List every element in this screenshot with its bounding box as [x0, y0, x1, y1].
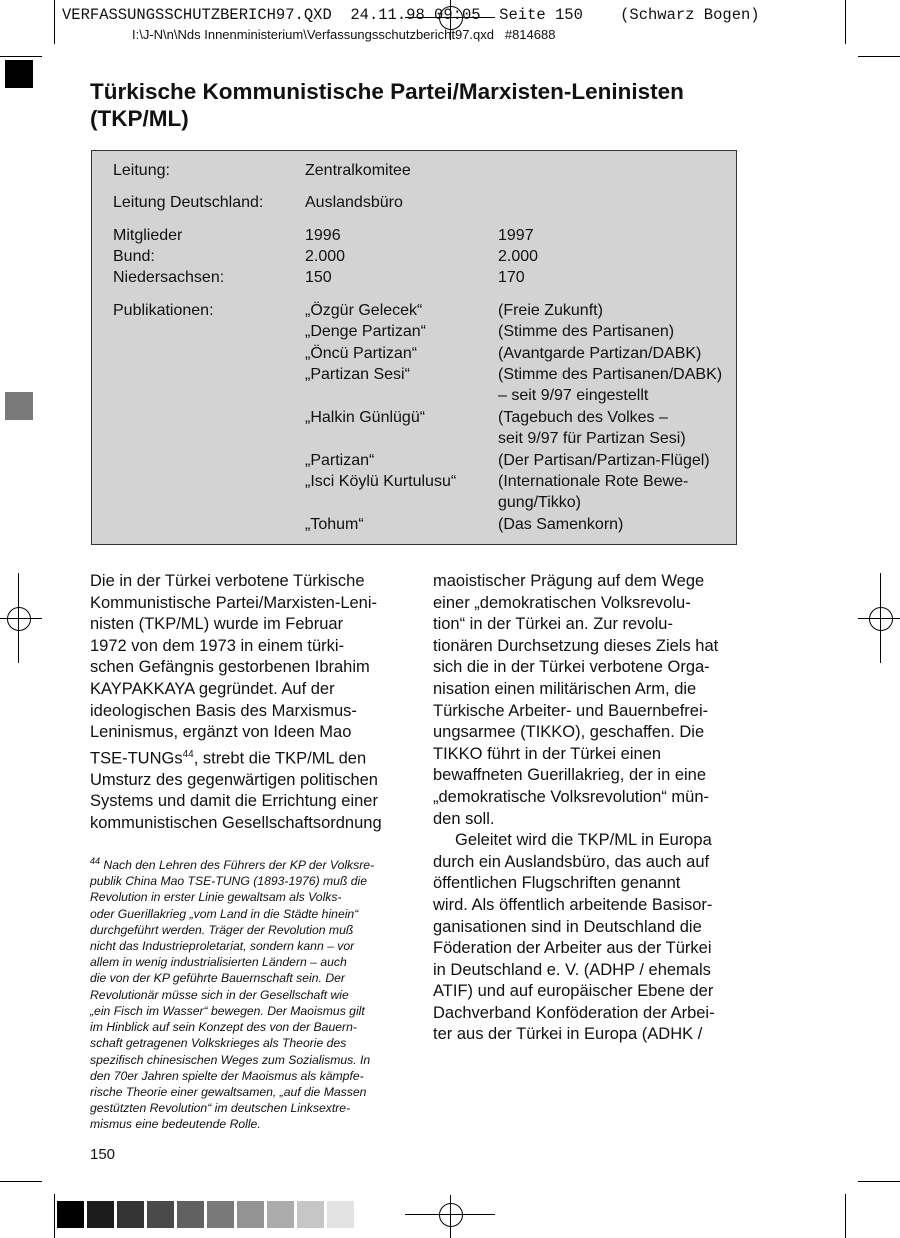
- text-line: tionären Durchsetzung dieses Ziels hat: [433, 636, 719, 655]
- color-swatch: [327, 1201, 354, 1228]
- footnote-line: nicht das Industrieproletariat, sondern kann – vor: [90, 939, 355, 954]
- crop-mark: [54, 1194, 55, 1238]
- leitung-de-label: Leitung Deutschland:: [113, 194, 264, 211]
- bund-1997: 2.000: [498, 248, 539, 265]
- publication-desc: (Stimme des Partisanen/DABK): [498, 366, 723, 383]
- color-swatch: [267, 1201, 294, 1228]
- text-line: öffentlichen Flugschriften genannt: [433, 874, 681, 893]
- crop-mark: [0, 1181, 42, 1182]
- footnote-line: rische Theorie einer gewaltsamen, „auf die Massen: [90, 1084, 367, 1099]
- text-line: ganisationen sind in Deutschland die: [433, 917, 702, 936]
- publication-desc: (Internationale Rote Bewe-: [498, 473, 689, 490]
- nds-1996: 150: [305, 269, 332, 286]
- footnote-line: im Hinblick auf sein Konzept des von der Bauern-: [90, 1020, 357, 1035]
- leitung-label: Leitung:: [113, 162, 170, 179]
- leitung-value: Zentralkomitee: [305, 162, 411, 179]
- footnote-line: durchgeführt werden. Träger der Revolution muß: [90, 922, 354, 937]
- footnote-line: publik China Mao TSE-TUNG (1893-1976) muß die: [90, 874, 368, 889]
- publication-desc: (Der Partisan/Partizan-Flügel): [498, 452, 710, 469]
- text-line: sich die in der Türkei verbotene Orga-: [433, 658, 710, 677]
- publication-name: „Isci Köylü Kurtulusu“: [305, 473, 457, 490]
- text-line: TIKKO führt in der Türkei einen: [433, 744, 662, 763]
- footnote-line: Revolution in erster Linie gewaltsam als Volks-: [90, 890, 342, 905]
- publication-desc: gung/Tikko): [498, 494, 581, 511]
- publication-desc: (Das Samenkorn): [498, 516, 624, 533]
- publication-name: „Öncü Partizan“: [305, 345, 418, 362]
- footnote: [90, 853, 400, 1133]
- text-line: ideologischen Basis des Marxismus-: [90, 701, 357, 720]
- nds-label: Niedersachsen:: [113, 269, 225, 286]
- text-line: Türkische Arbeiter- und Bauernbefrei-: [433, 701, 709, 720]
- page-title: Türkische Kommunistische Partei/Marxisten-Leninisten (TKP/ML): [90, 79, 684, 131]
- text-fragment: Nach den Lehren des Führers der KP der Volksre-: [100, 858, 375, 873]
- text-line: in Deutschland e. V. (ADHP / ehemals: [433, 960, 711, 979]
- text-line: Dachverband Konföderation der Arbei-: [433, 1003, 715, 1022]
- text-line: ATIF) und auf europäischer Ebene der: [433, 982, 714, 1001]
- black-marker: [5, 60, 33, 88]
- text-line: einer „demokratischen Volksrevolu-: [433, 593, 691, 612]
- footnote-line: allem in wenig industrialisierten Ländern – auch: [90, 955, 347, 970]
- text-line: „demokratische Volksrevolution“ mün-: [433, 787, 710, 806]
- color-swatch: [237, 1201, 264, 1228]
- footnote-line: „ein Fisch im Wasser“ bewegen. Der Maoismus gilt: [90, 1003, 365, 1018]
- text-line: kommunistischen Gesellschaftsordnung: [90, 814, 382, 833]
- publication-desc: (Freie Zukunft): [498, 302, 603, 319]
- footnote-line: Revolutionär müsse sich in der Gesellschaft wie: [90, 987, 349, 1002]
- text-line: [90, 744, 398, 770]
- text-line: Geleitet wird die TKP/ML in Europa: [455, 831, 712, 850]
- publication-name: „Tohum“: [305, 516, 364, 533]
- text-line: Systems und damit die Errichtung einer: [90, 792, 378, 811]
- text-line: nisation einen militärischen Arm, die: [433, 679, 697, 698]
- color-swatch: [117, 1201, 144, 1228]
- text-line: schen Gefängnis gestorbenen Ibrahim: [90, 658, 370, 677]
- footnote-line: spezifisch chinesischen Weges zum Sozialismus. In: [90, 1052, 371, 1067]
- text-line: bewaffneten Guerillakrieg, der in eine: [433, 766, 707, 785]
- text-line: tion“ in der Türkei an. Zur revolu-: [433, 615, 673, 634]
- text-fragment: , strebt die TKP/ML den: [193, 749, 367, 768]
- body-column-right: [433, 571, 738, 1046]
- crop-mark: [845, 1194, 846, 1238]
- page-number: 150: [90, 1146, 116, 1163]
- gray-marker: [5, 392, 33, 420]
- text-fragment: TSE-TUNGs: [90, 749, 183, 768]
- footnote-number: 44: [90, 856, 101, 866]
- publication-name: „Denge Partizan“: [305, 323, 426, 340]
- color-swatch: [87, 1201, 114, 1228]
- file-path: I:\J-N\n\Nds Innenministerium\Verfassungsschutzbericht97.qxd #814688: [132, 27, 556, 42]
- crop-mark: [845, 0, 846, 44]
- body-column-left: [90, 571, 398, 835]
- text-line: ungsarmee (TIKKO), geschaffen. Die: [433, 723, 705, 742]
- publication-name: „Özgür Gelecek“: [305, 302, 423, 319]
- color-swatch: [207, 1201, 234, 1228]
- publication-name: „Partizan“: [305, 452, 375, 469]
- text-line: Leninismus, ergänzt von Ideen Mao: [90, 723, 352, 742]
- leitung-de-value: Auslandsbüro: [305, 194, 403, 211]
- publication-name: „Halkin Günlügü“: [305, 409, 426, 426]
- footnote-reference: 44: [182, 748, 194, 760]
- footnote-line: schaft getragenen Volkskrieges als Theorie des: [90, 1036, 347, 1051]
- text-line: Umsturz des gegenwärtigen politischen: [90, 770, 378, 789]
- bund-label: Bund:: [113, 248, 155, 265]
- color-swatch: [57, 1201, 84, 1228]
- color-swatch: [147, 1201, 174, 1228]
- text-line: Kommunistische Partei/Marxisten-Leni-: [90, 593, 378, 612]
- publications-label: Publikationen:: [113, 302, 214, 319]
- publication-desc: (Tagebuch des Volkes –: [498, 409, 668, 426]
- footnote-line: mismus eine bedeutende Rolle.: [90, 1117, 261, 1132]
- color-swatch: [177, 1201, 204, 1228]
- footnote-line: [90, 853, 400, 873]
- text-line: nisten (TKP/ML) wurde im Februar: [90, 615, 344, 634]
- publication-desc: – seit 9/97 eingestellt: [498, 387, 649, 404]
- publication-name: „Partizan Sesi“: [305, 366, 410, 383]
- text-line: 1972 von dem 1973 in einem türki-: [90, 636, 345, 655]
- footnote-line: gestützten Revolution“ im deutschen Linksextre-: [90, 1101, 351, 1116]
- color-swatch: [297, 1201, 324, 1228]
- file-slug: VERFASSUNGSSCHUTZBERICH97.QXD 24.11.98 09:05 Seite 150 (Schwarz Bogen): [62, 6, 760, 24]
- crop-mark: [0, 56, 42, 57]
- text-line: Die in der Türkei verbotene Türkische: [90, 572, 365, 590]
- nds-1997: 170: [498, 269, 525, 286]
- bund-1996: 2.000: [305, 248, 346, 265]
- crop-mark: [54, 0, 55, 44]
- text-line: Föderation der Arbeiter aus der Türkei: [433, 939, 712, 958]
- text-line: maoistischer Prägung auf dem Wege: [433, 572, 705, 590]
- footnote-line: den 70er Jahren spielte der Maoismus als kämpfe-: [90, 1068, 364, 1083]
- text-line: ter aus der Türkei in Europa (ADHK /: [433, 1025, 703, 1044]
- publication-desc: seit 9/97 für Partizan Sesi): [498, 430, 686, 447]
- crop-mark: [858, 56, 900, 57]
- year-1996: 1996: [305, 227, 341, 244]
- footnote-line: die von der KP geführte Bauernschaft sein. Der: [90, 971, 345, 986]
- text-line: durch ein Auslandsbüro, das auch auf: [433, 852, 710, 871]
- publication-desc: (Avantgarde Partizan/DABK): [498, 345, 702, 362]
- footnote-line: oder Guerillakrieg „vom Land in die Städte hinein“: [90, 906, 359, 921]
- text-line: wird. Als öffentlich arbeitende Basisor-: [433, 895, 713, 914]
- members-label: Mitglieder: [113, 227, 183, 244]
- info-box: [91, 150, 737, 545]
- text-line: den soll.: [433, 809, 495, 828]
- publication-desc: (Stimme des Partisanen): [498, 323, 675, 340]
- crop-mark: [858, 1181, 900, 1182]
- year-1997: 1997: [498, 227, 534, 244]
- text-line: KAYPAKKAYA gegründet. Auf der: [90, 679, 335, 698]
